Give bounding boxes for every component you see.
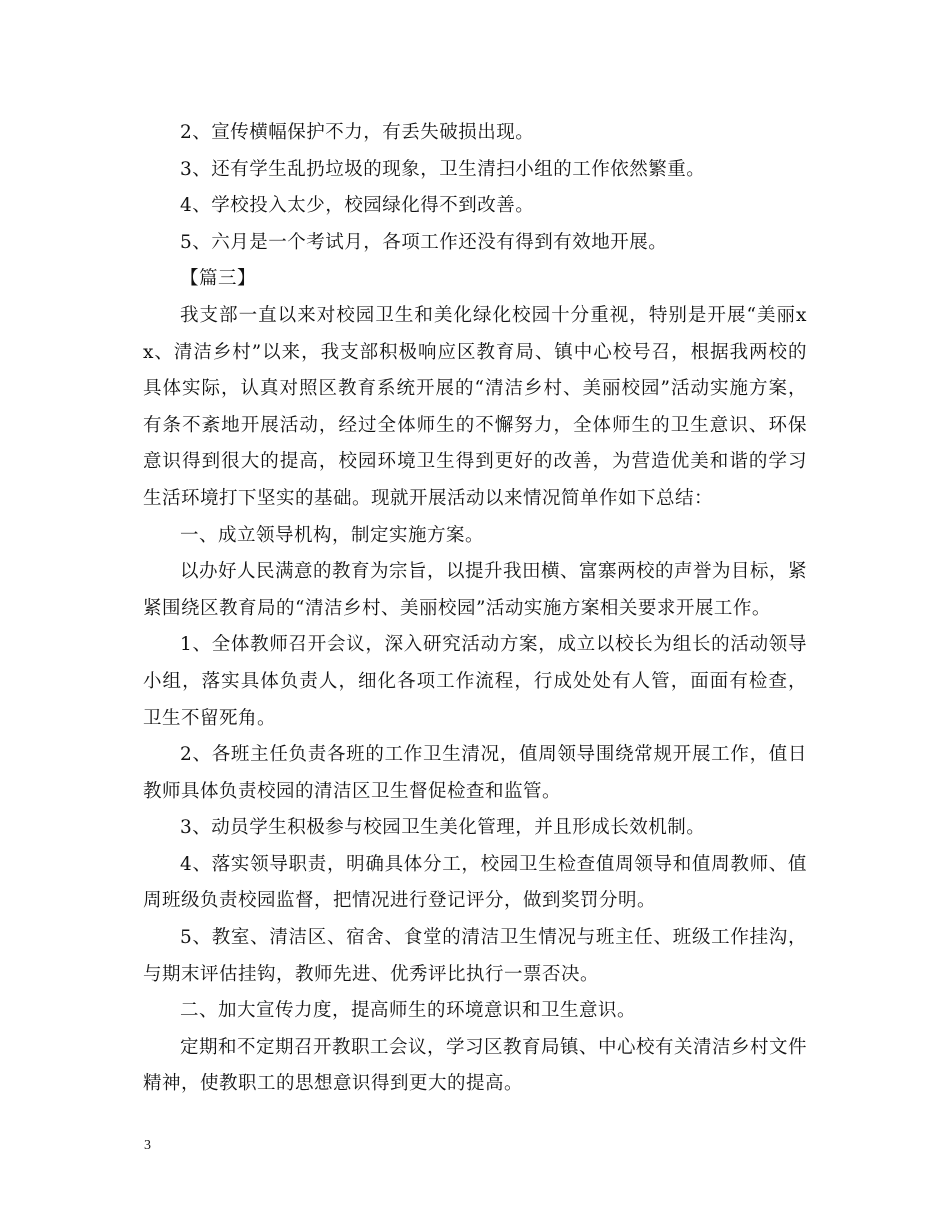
body-paragraph-2: 定期和不定期召开教职工会议，学习区教育局镇、中心校有关清洁乡村文件精神，使教职工的思想意识得到更大的提高。 bbox=[143, 1036, 808, 1095]
intro-paragraph: 我支部一直以来对校园卫生和美化绿化校园十分重视，特别是开展“美丽xx、清洁乡村”以来，我支部积极响应区教育局、镇中心校号召，根据我两校的具体实际，认真对照区教育系统开展的“清洁乡村、美丽校园”活动实施方案，有条不紊地开展活动，经过全体师生的不懈努力，全体师生的卫生意识、环保意识得到很大的提高，校园环境卫生得到更好的改善，为营造优美和谐的学习生活环境打下坚实的基础。现就开展活动以来情况简单作如下总结： bbox=[143, 304, 807, 509]
issue-item-2: 2、宣传横幅保护不力，有丢失破损出现。 bbox=[180, 122, 535, 143]
measure-item-4: 4、落实领导职责，明确具体分工，校园卫生检查值周领导和值周教师、值周班级负责校园监督，把情况进行登记评分，做到奖罚分明。 bbox=[143, 853, 807, 912]
issue-item-5: 5、六月是一个考试月，各项工作还没有得到有效地开展。 bbox=[180, 231, 668, 253]
issue-item-3: 3、还有学生乱扔垃圾的现象，卫生清扫小组的工作依然繁重。 bbox=[180, 158, 706, 180]
measure-item-3: 3、动员学生积极参与校园卫生美化管理，并且形成长效机制。 bbox=[180, 817, 706, 839]
measure-item-5: 5、教室、清洁区、宿舍、食堂的清洁卫生情况与班主任、班级工作挂沟，与期末评估挂钩，教师先进、优秀评比执行一票否决。 bbox=[143, 927, 807, 985]
subheading-1: 一、成立领导机构，制定实施方案。 bbox=[180, 524, 485, 546]
subheading-2: 二、加大宣传力度，提高师生的环境意识和卫生意识。 bbox=[180, 1000, 637, 1022]
measure-item-2: 2、各班主任负责各班的工作卫生清况，值周领导围绕常规开展工作，值日教师具体负责校园的清洁区卫生督促检查和监管。 bbox=[143, 744, 807, 802]
body-paragraph: 以办好人民满意的教育为宗旨，以提升我田横、富寨两校的声誉为目标，紧紧围绕区教育局的“清洁乡村、美丽校园”活动实施方案相关要求开展工作。 bbox=[143, 561, 808, 619]
section-heading: 【篇三】 bbox=[180, 268, 257, 290]
measure-item-1: 1、全体教师召开会议，深入研究活动方案，成立以校长为组长的活动领导小组，落实具体负责人，细化各项工作流程，行成处处有人管，面面有检查，卫生不留死角。 bbox=[143, 634, 807, 729]
document-body bbox=[143, 115, 807, 1103]
issue-item-4: 4、学校投入太少，校园绿化得不到改善。 bbox=[180, 195, 535, 217]
page-number: 3 bbox=[144, 1138, 151, 1153]
